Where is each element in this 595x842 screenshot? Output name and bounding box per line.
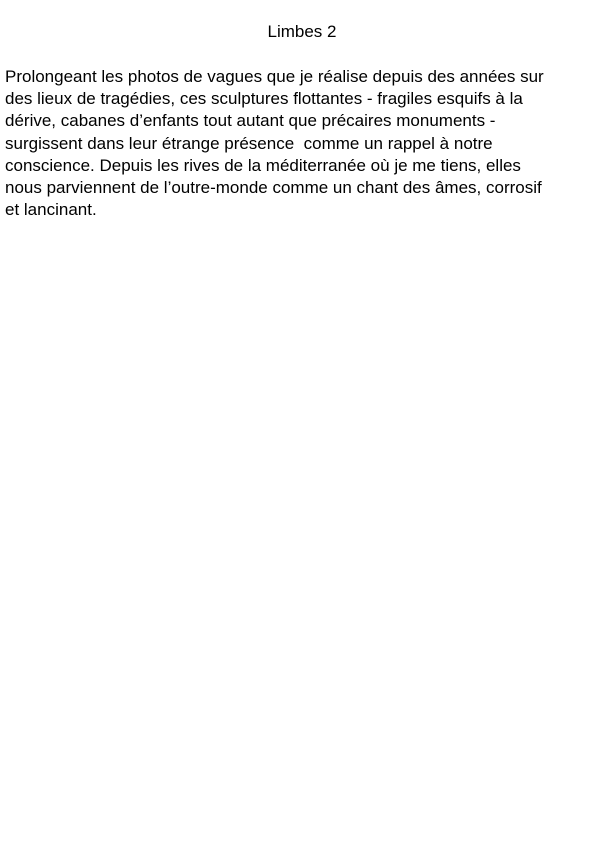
document-paragraph xyxy=(5,66,595,221)
paragraph-line: Prolongeant les photos de vagues que je réalise depuis des années sur xyxy=(5,67,544,86)
paragraph-line: dérive, cabanes d’enfants tout autant que précaires monuments - xyxy=(5,111,496,131)
paragraph-line: des lieux de tragédies, ces sculptures flottantes - fragiles esquifs à la xyxy=(5,89,523,109)
document-title: Limbes 2 xyxy=(267,22,337,41)
paragraph-line: nous parviennent de l’outre-monde comme un chant des âmes, corrosif xyxy=(5,178,542,198)
paragraph-line: conscience. Depuis les rives de la méditerranée où je me tiens, elles xyxy=(5,155,521,175)
paragraph-line: surgissent dans leur étrange présence comme un rappel à notre xyxy=(5,133,493,153)
paragraph-line: et lancinant. xyxy=(5,200,97,220)
